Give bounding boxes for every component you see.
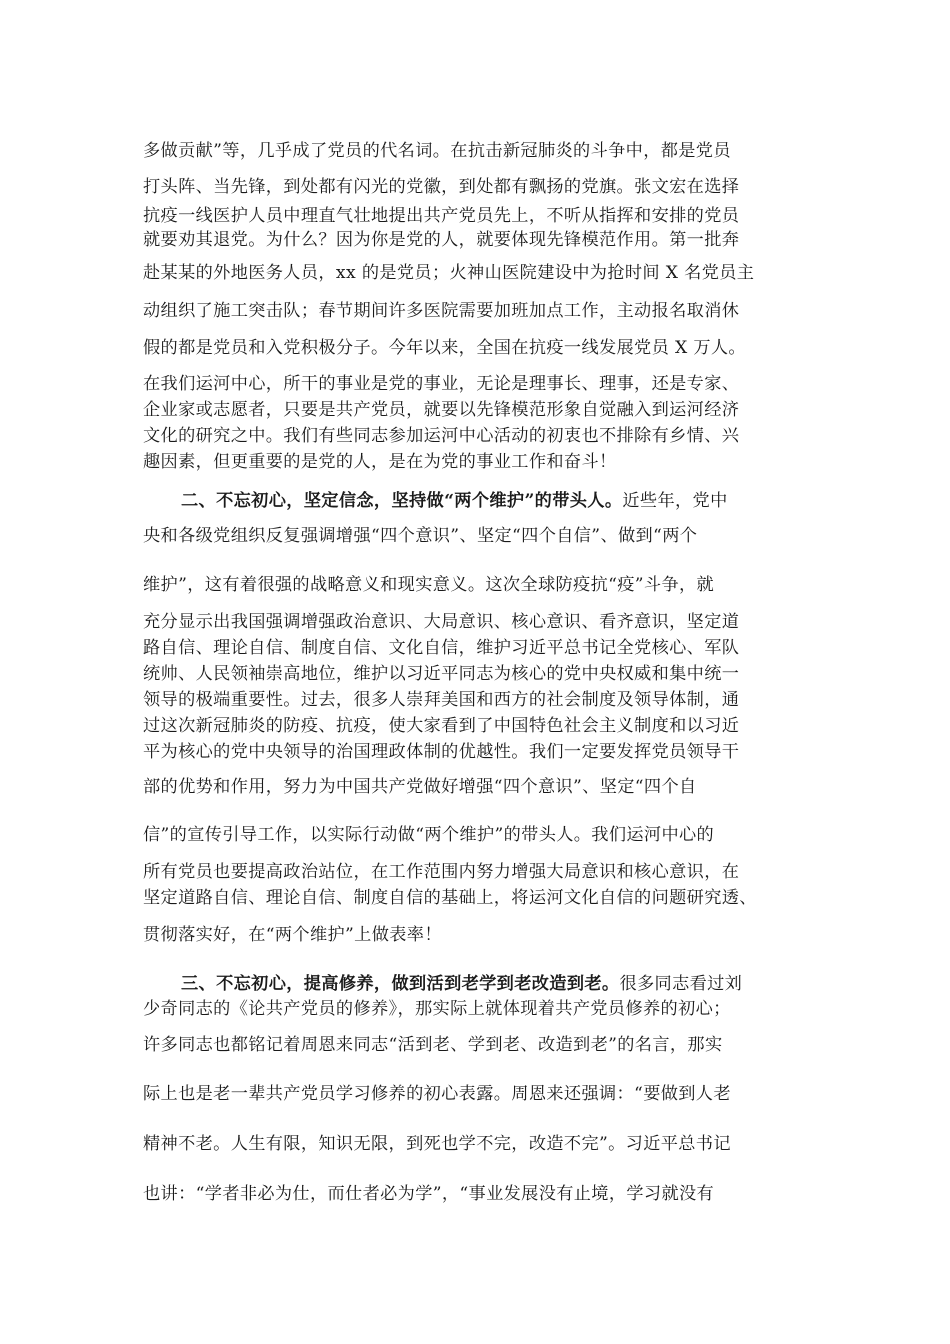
p1-line-11: 趣因素，但更重要的是党的人，是在为党的事业工作和奋斗！ [143,452,617,472]
s2-line-4: 路自信、理论自信、制度自信、文化自信，维护习近平总书记全党核心、军队 [143,638,740,658]
p1-line-6: 动组织了施工突击队；春节期间许多医院需要加班加点工作，主动报名取消休 [143,301,740,321]
s2-line-3: 充分显示出我国强调增强政治意识、大局意识、核心意识、看齐意识，坚定道 [143,612,740,632]
p1-line-5: 赴某某的外地医务人员，xx 的是党员；火神山医院建设中为抢时间 X 名党员主 [143,263,755,283]
s2-line-12: 坚定道路自信、理论自信、制度自信的基础上，将运河文化自信的问题研究透、 [143,888,757,908]
p1-line-3: 抗疫一线医护人员中理直气壮地提出共产党员先上，不听从指挥和安排的党员 [143,206,740,226]
section-3-heading: 三、不忘初心，提高修养，做到活到老学到老改造到老。 [181,974,620,994]
p1-line-7: 假的都是党员和入党积极分子。今年以来，全国在抗疫一线发展党员 X 万人。 [143,338,746,358]
s2-line-5: 统帅、人民领袖崇高地位，维护以习近平同志为核心的党中央权威和集中统一 [143,664,740,684]
s2-line-8: 平为核心的党中央领导的治国理政体制的优越性。我们一定要发挥党员领导干 [143,742,740,762]
s2-line-2: 维护”，这有着很强的战略意义和现实意义。这次全球防疫抗“疫”斗争，就 [143,575,715,595]
s3-line-1: 少奇同志的《论共产党员的修养》，那实际上就体现着共产党员修养的初心； [143,999,731,1019]
s3-line-3: 际上也是老一辈共产党员学习修养的初心表露。周恩来还强调：“要做到人老 [143,1084,731,1104]
section-2-first-line [181,490,728,512]
p1-line-9: 企业家或志愿者，只要是共产党员，就要以先锋模范形象自觉融入到运河经济 [143,400,740,420]
section-3-first-line [181,973,742,995]
p1-line-8: 在我们运河中心，所干的事业是党的事业，无论是理事长、理事，还是专家、 [143,374,740,394]
s3-line-2: 许多同志也都铭记着周恩来同志“活到老、学到老、改造到老”的名言，那实 [143,1035,723,1055]
s2-line-11: 所有党员也要提高政治站位，在工作范围内努力增强大局意识和核心意识，在 [143,862,740,882]
s2-line-1: 央和各级党组织反复强调增强“四个意识”、坚定“四个自信”、做到“两个 [143,526,698,546]
p1-line-4: 就要劝其退党。为什么？因为你是党的人，就要体现先锋模范作用。第一批奔 [143,230,740,250]
s3-line-5: 也讲：“学者非必为仕，而仕者必为学”，“事业发展没有止境，学习就没有 [143,1184,715,1204]
s2-line-10: 信”的宣传引导工作，以实际行动做“两个维护”的带头人。我们运河中心的 [143,825,715,845]
section-2-first-line-rest: 近些年，党中 [622,491,728,511]
p1-line-2: 打头阵、当先锋，到处都有闪光的党徽，到处都有飘扬的党旗。张文宏在选择 [143,177,740,197]
s2-line-7: 过这次新冠肺炎的防疫、抗疫，使大家看到了中国特色社会主义制度和以习近 [143,716,740,736]
s2-line-6: 领导的极端重要性。过去，很多人崇拜美国和西方的社会制度及领导体制，通 [143,690,740,710]
p1-line-10: 文化的研究之中。我们有些同志参加运河中心活动的初衷也不排除有乡情、兴 [143,426,740,446]
section-3-first-line-rest: 很多同志看过刘 [619,974,743,994]
s3-line-4: 精神不老。人生有限，知识无限，到死也学不完，改造不完”。习近平总书记 [143,1134,731,1154]
p1-line-1: 多做贡献”等，几乎成了党员的代名词。在抗击新冠肺炎的斗争中，都是党员 [143,141,731,161]
section-2-heading: 二、不忘初心，坚定信念，坚持做“两个维护”的带头人。 [181,491,623,511]
s2-line-9: 部的优势和作用，努力为中国共产党做好增强“四个意识”、坚定“四个自 [143,777,697,797]
s2-line-13: 贯彻落实好，在“两个维护”上做表率！ [143,925,442,945]
